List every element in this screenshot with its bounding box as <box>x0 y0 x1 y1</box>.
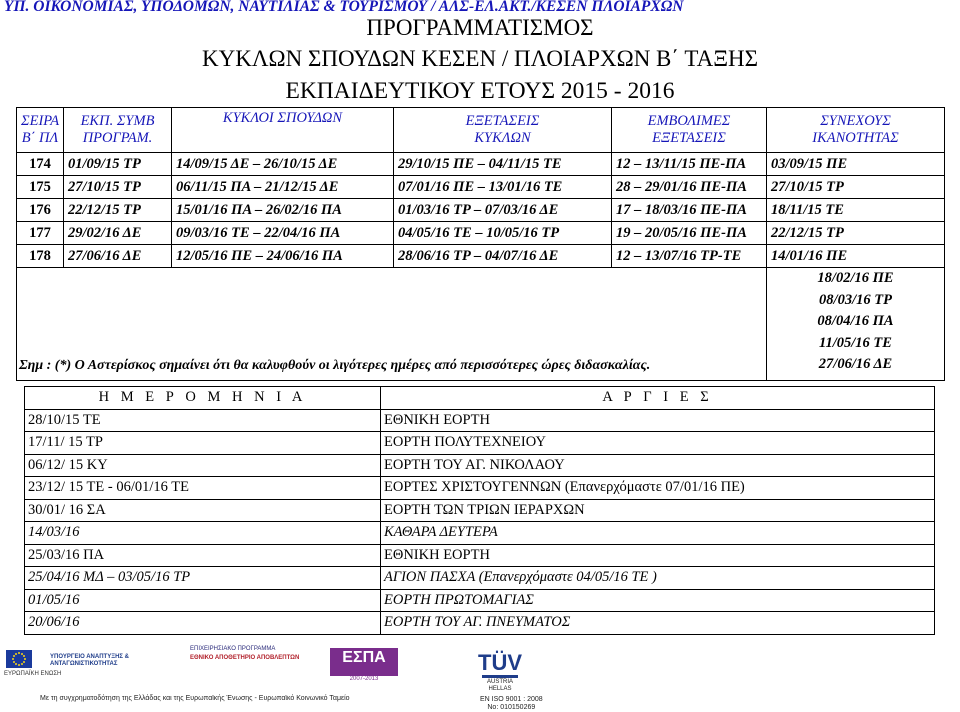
holiday-name: ΕΘΝΙΚΗ ΕΟΡΤΗ <box>381 544 935 567</box>
cell-exetaseis: 28/06/16 ΤΡ – 04/07/16 ΔΕ <box>394 245 612 268</box>
cell-synexous: 27/10/15 ΤΡ <box>767 176 945 199</box>
cell-synexous: 03/09/15 ΠΕ <box>767 153 945 176</box>
cell-emvolimes: 12 – 13/07/16 ΤΡ-ΤΕ <box>612 245 767 268</box>
cell-exetaseis: 04/05/16 ΤΕ – 10/05/16 ΤΡ <box>394 222 612 245</box>
eu-star <box>15 663 17 665</box>
cell-ekp: 29/02/16 ΔΕ <box>64 222 172 245</box>
title-study-cycles: ΚΥΚΛΩΝ ΣΠΟΥΔΩΝ ΚΕΣΕΝ / ΠΛΟΙΑΡΧΩΝ Β΄ ΤΑΞΗΣ <box>201 46 758 71</box>
holidays-header-row <box>25 387 935 410</box>
footer-logos <box>0 640 960 712</box>
holiday-row <box>25 544 935 567</box>
eu-star <box>15 653 17 655</box>
cell-synexous: 18/11/15 ΤΕ <box>767 199 945 222</box>
program-line-2: ΕΘΝΙΚΟ ΑΠΟΘΕΤΗΡΙΟ ΑΠΟΒΛΕΠΤΩΝ <box>190 655 300 661</box>
holiday-name: ΑΓΙΟΝ ΠΑΣΧΑ (Επανερχόμαστε 04/05/16 ΤΕ ) <box>381 567 935 590</box>
tuv-hellas: HELLAS <box>488 686 512 692</box>
synexous-date: 08/04/16 ΠΑ <box>817 313 894 329</box>
iso-standard: EN ISO 9001 : 2008 <box>480 696 543 703</box>
holiday-date: 30/01/ 16 ΣΑ <box>25 499 381 522</box>
holiday-date: 25/03/16 ΠΑ <box>25 544 381 567</box>
holiday-row <box>25 567 935 590</box>
cell-emvolimes: 17 – 18/03/16 ΠΕ-ΠΑ <box>612 199 767 222</box>
espa-label: ΕΣΠΑ <box>330 648 398 676</box>
eu-text: ΕΥΡΩΠΑΪΚΗ ΕΝΩΣΗ <box>4 671 62 677</box>
holiday-row <box>25 477 935 500</box>
title-programming: ΠΡΟΓΡΑΜΜΑΤΙΣΜΟΣ <box>366 15 594 40</box>
cell-synexous: 22/12/15 ΤΡ <box>767 222 945 245</box>
synexous-date: 27/06/16 ΔΕ <box>818 356 893 372</box>
header-exetaseis: ΕΞΕΤΑΣΕΙΣ ΚΥΚΛΩΝ <box>394 108 612 153</box>
title-academic-year: ΕΚΠΑΙΔΕΥΤΙΚΟΥ ΕΤΟΥΣ 2015 - 2016 <box>285 78 675 104</box>
iso-cert <box>480 696 543 712</box>
holiday-name: ΕΟΡΤΕΣ ΧΡΙΣΤΟΥΓΕΝΝΩΝ (Επανερχόμαστε 07/01/16 ΠΕ) <box>381 477 935 500</box>
holiday-name: ΕΟΡΤΗ ΠΡΩΤΟΜΑΓΙΑΣ <box>381 589 935 612</box>
holiday-row <box>25 612 935 635</box>
synexous-date: 08/03/16 ΤΡ <box>819 291 892 308</box>
holiday-date: 17/11/ 15 ΤΡ <box>25 432 381 455</box>
holiday-name: ΕΘΝΙΚΗ ΕΟΡΤΗ <box>381 409 935 432</box>
schedule-row <box>17 245 945 268</box>
eu-star <box>13 655 15 657</box>
cell-exetaseis: 07/01/16 ΠΕ – 13/01/16 ΤΕ <box>394 176 612 199</box>
holiday-name: ΕΟΡΤΗ ΤΩΝ ΤΡΙΩΝ ΙΕΡΑΡΧΩΝ <box>381 499 935 522</box>
schedule-note-row <box>17 268 945 381</box>
header-kykloi: ΚΥΚΛΟΙ ΣΠΟΥΔΩΝ <box>172 108 394 153</box>
holiday-date: 01/05/16 <box>25 589 381 612</box>
tuv-mark: TÜV <box>478 650 522 675</box>
eu-star <box>21 663 23 665</box>
tuv-logo <box>478 652 522 693</box>
eu-star <box>18 652 20 654</box>
schedule-header-row <box>17 108 945 153</box>
cell-kykloi: 12/05/16 ΠΕ – 24/06/16 ΠΑ <box>172 245 394 268</box>
holidays-table <box>24 386 935 635</box>
eu-flag-icon <box>6 650 32 668</box>
cell-ekp: 01/09/15 ΤΡ <box>64 153 172 176</box>
espa-years: 2007-2013 <box>349 676 379 682</box>
espa-logo <box>330 648 398 683</box>
schedule-row <box>17 199 945 222</box>
header-holiday: Α Ρ Γ Ι Ε Σ <box>381 387 935 410</box>
header-emvolimes: ΕΜΒΟΛΙΜΕΣ ΕΞΕΤΑΣΕΙΣ <box>612 108 767 153</box>
eu-star <box>12 658 14 660</box>
holiday-name: ΕΟΡΤΗ ΤΟΥ ΑΓ. ΠΝΕΥΜΑΤΟΣ <box>381 612 935 635</box>
schedule-row <box>17 222 945 245</box>
holiday-name: ΕΟΡΤΗ ΠΟΛΥΤΕΧΝΕΙΟΥ <box>381 432 935 455</box>
cell-exetaseis: 29/10/15 ΠΕ – 04/11/15 ΤΕ <box>394 153 612 176</box>
holiday-date: 25/04/16 ΜΔ – 03/05/16 ΤΡ <box>25 567 381 590</box>
holiday-row <box>25 522 935 545</box>
holiday-date: 23/12/ 15 ΤΕ - 06/01/16 ΤΕ <box>25 477 381 500</box>
cell-kykloi: 09/03/16 ΤΕ – 22/04/16 ΠΑ <box>172 222 394 245</box>
cell-seira: 176 <box>17 199 64 222</box>
eu-star <box>18 664 20 666</box>
cell-emvolimes: 19 – 20/05/16 ΠΕ-ΠΑ <box>612 222 767 245</box>
schedule-row <box>17 176 945 199</box>
cell-seira: 175 <box>17 176 64 199</box>
header-seira: ΣΕΙΡΑ Β΄ ΠΛ <box>17 108 64 153</box>
cell-kykloi: 14/09/15 ΔΕ – 26/10/15 ΔΕ <box>172 153 394 176</box>
eu-star <box>23 655 25 657</box>
holiday-date: 06/12/ 15 ΚΥ <box>25 454 381 477</box>
holiday-date: 14/03/16 <box>25 522 381 545</box>
synexous-date: 18/02/16 ΠΕ <box>817 270 894 286</box>
cell-synexous-extra <box>767 268 945 381</box>
holiday-row <box>25 499 935 522</box>
header-ekp-symv: ΕΚΠ. ΣΥΜΒ ΠΡΟΓΡΑΜ. <box>64 108 172 153</box>
holiday-row <box>25 454 935 477</box>
cell-emvolimes: 12 – 13/11/15 ΠΕ-ΠΑ <box>612 153 767 176</box>
asterisk-note: Σημ : (*) Ο Αστερίσκος σημαίνει ότι θα καλυφθούν οι λιγότερες ημέρες από περισσότερες ώρες διδασκαλίας. <box>19 358 651 373</box>
eu-star <box>13 661 15 663</box>
cell-seira: 174 <box>17 153 64 176</box>
cell-emvolimes: 28 – 29/01/16 ΠΕ-ΠΑ <box>612 176 767 199</box>
synexous-date: 11/05/16 ΤΕ <box>819 334 892 351</box>
header-date: Η Μ Ε Ρ Ο Μ Η Ν Ι Α <box>25 387 381 410</box>
ministry-header: ΥΠ. ΟΙΚΟΝΟΜΙΑΣ, ΥΠΟΔΟΜΩΝ, ΝΑΥΤΙΛΙΑΣ & ΤΟΥΡΙΣΜΟΥ / ΑΛΣ-ΕΛ.ΑΚΤ./ΚΕΣΕΝ ΠΛΟΙΑΡΧΩΝ <box>4 0 684 15</box>
cell-ekp: 22/12/15 ΤΡ <box>64 199 172 222</box>
cell-seira: 178 <box>17 245 64 268</box>
tuv-austria: AUSTRIA <box>486 679 513 685</box>
note-cell <box>17 268 651 381</box>
cell-synexous: 14/01/16 ΠΕ <box>767 245 945 268</box>
tuv-bar <box>482 675 518 678</box>
schedule-table <box>16 107 945 381</box>
holiday-name: ΚΑΘΑΡΑ ΔΕΥΤΕΡΑ <box>381 522 935 545</box>
cell-exetaseis: 01/03/16 ΤΡ – 07/03/16 ΔΕ <box>394 199 612 222</box>
cofinance-text: Με τη συγχρηματοδότηση της Ελλάδας και της Ευρωπαϊκής Ένωσης - Ευρωπαϊκό Κοινωνικό Ταμείο <box>40 695 350 702</box>
holiday-name: ΕΟΡΤΗ ΤΟΥ ΑΓ. ΝΙΚΟΛΑΟΥ <box>381 454 935 477</box>
holiday-date: 20/06/16 <box>25 612 381 635</box>
holiday-date: 28/10/15 ΤΕ <box>25 409 381 432</box>
ministry-logo-text: ΥΠΟΥΡΓΕΙΟ ΑΝΑΠΤΥΞΗΣ & ΑΝΤΑΓΩΝΙΣΤΙΚΟΤΗΤΑΣ <box>50 654 130 667</box>
cell-kykloi: 06/11/15 ΠΑ – 21/12/15 ΔΕ <box>172 176 394 199</box>
program-line-1: ΕΠΙΧΕΙΡΗΣΙΑΚΟ ΠΡΟΓΡΑΜΜΑ <box>190 646 276 652</box>
holiday-row <box>25 409 935 432</box>
cell-ekp: 27/06/16 ΔΕ <box>64 245 172 268</box>
cert-number: No: 010150269 <box>487 704 536 711</box>
holiday-row <box>25 589 935 612</box>
eu-star <box>23 661 25 663</box>
schedule-row <box>17 153 945 176</box>
cell-seira: 177 <box>17 222 64 245</box>
eu-star <box>24 658 26 660</box>
cell-kykloi: 15/01/16 ΠΑ – 26/02/16 ΠΑ <box>172 199 394 222</box>
holiday-row <box>25 432 935 455</box>
cell-ekp: 27/10/15 ΤΡ <box>64 176 172 199</box>
header-synexous: ΣΥΝΕΧΟΥΣ ΙΚΑΝΟΤΗΤΑΣ <box>767 108 945 153</box>
